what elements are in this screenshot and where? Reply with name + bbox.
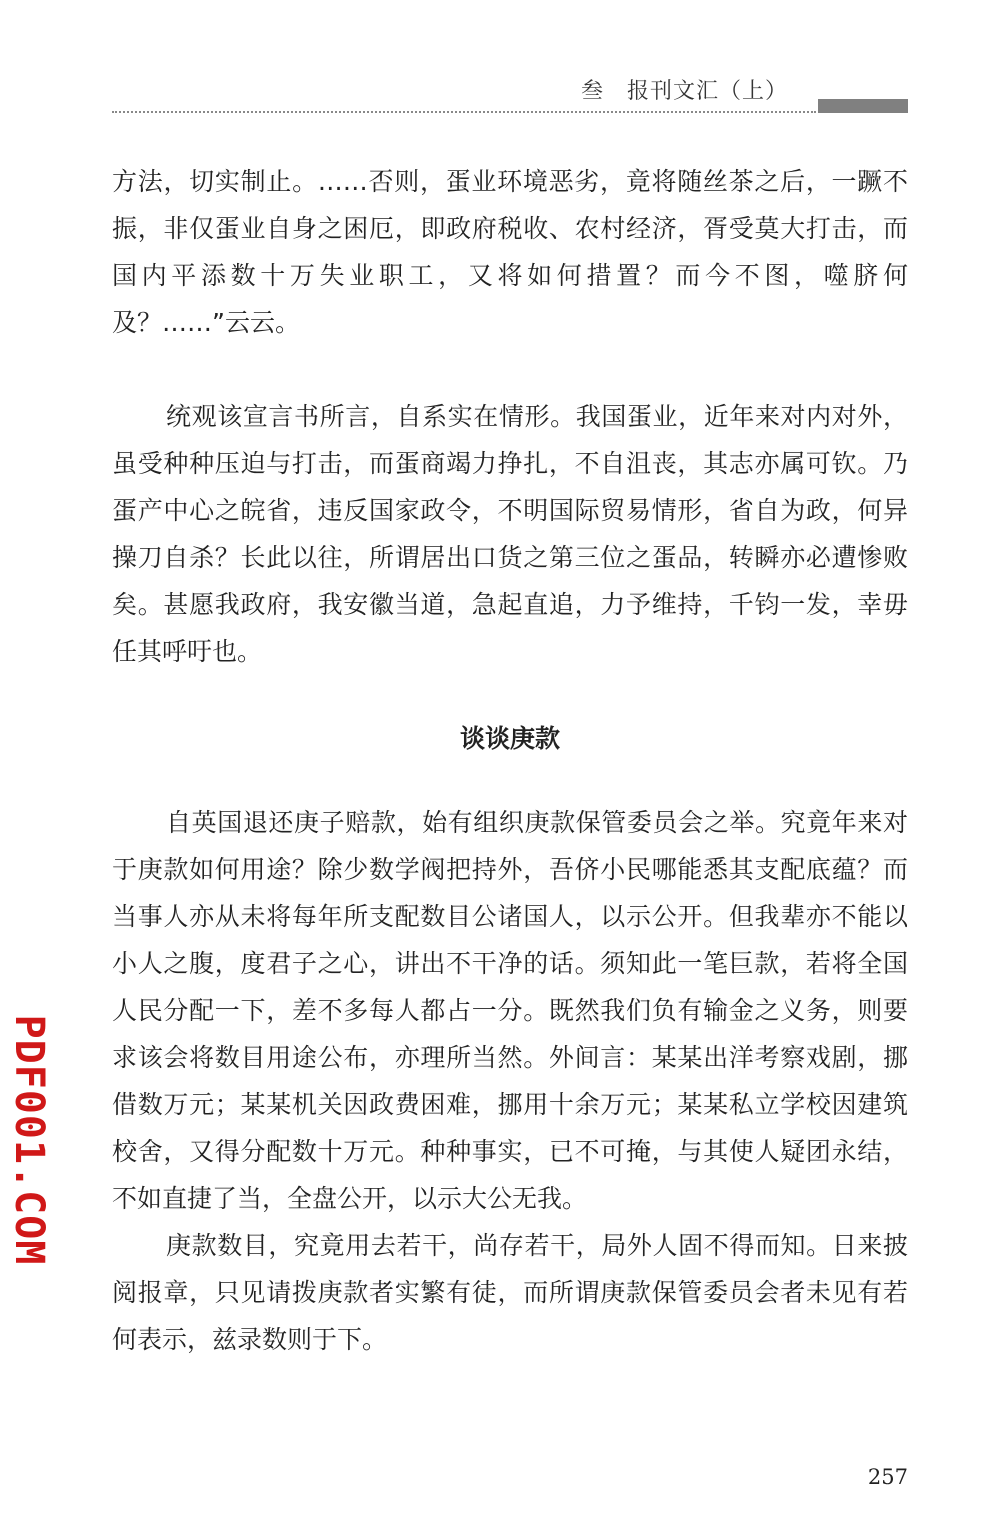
- paragraph-3: 自英国退还庚子赔款，始有组织庚款保管委员会之举。究竟年来对于庚款如何用途？除少数学阀把持外，吾侪小民哪能悉其支配底蕴？而当事人亦从未将每年所支配数目公诸国人，以示公开。但我辈亦不能以小人之腹，度君子之心，讲出不干净的话。须知此一笔巨款，若将全国人民分配一下，差不多每人都占一分。既然我们负有输金之义务，则要求该会将数目用途公布，亦理所当然。外间言：某某出洋考察戏剧，挪借数万元；某某机关因政费困难，挪用十余万元；某某私立学校因建筑校舍，又得分配数十万元。种种事实，已不可掩，与其使人疑团永结，不如直捷了当，全盘公开，以示大公无我。: [112, 808, 908, 1213]
- paragraph-4: 庚款数目，究竟用去若干，尚存若干，局外人固不得而知。日来披阅报章，只见请拨庚款者实繁有徒，而所谓庚款保管委员会者未见有若何表示，兹录数则于下。: [112, 1231, 908, 1354]
- paragraph-2: 统观该宣言书所言，自系实在情形。我国蛋业，近年来对内对外，虽受种种压迫与打击，而蛋商竭力挣扎，不自沮丧，其志亦属可钦。乃蛋产中心之皖省，违反国家政令，不明国际贸易情形，省自为政，何异操刀自杀？长此以往，所谓居出口货之第三位之蛋品，转瞬亦必遭惨败矣。甚愿我政府，我安徽当道，急起直追，力予维持，千钧一发，幸毋任其呼吁也。: [112, 402, 908, 666]
- watermark: [4, 1015, 54, 1265]
- watermark-text: PDF001.COM: [6, 1014, 52, 1266]
- header-gray-bar: [818, 99, 908, 113]
- section-title: 谈谈庚款: [459, 724, 560, 753]
- page-body: [112, 158, 908, 1363]
- header-title: 叁 报刊文汇（上）: [580, 79, 788, 104]
- page-number: 257: [867, 1465, 908, 1489]
- paragraph-1: 方法，切实制止。……否则，蛋业环境恶劣，竟将随丝茶之后，一蹶不振，非仅蛋业自身之困厄，即政府税收、农村经济，胥受莫大打击，而国内平添数十万失业职工，又将如何措置？而今不图，噬脐何及？……”云云。: [112, 167, 908, 337]
- running-header: [0, 0, 1000, 130]
- header-dotted-rule: [112, 111, 816, 113]
